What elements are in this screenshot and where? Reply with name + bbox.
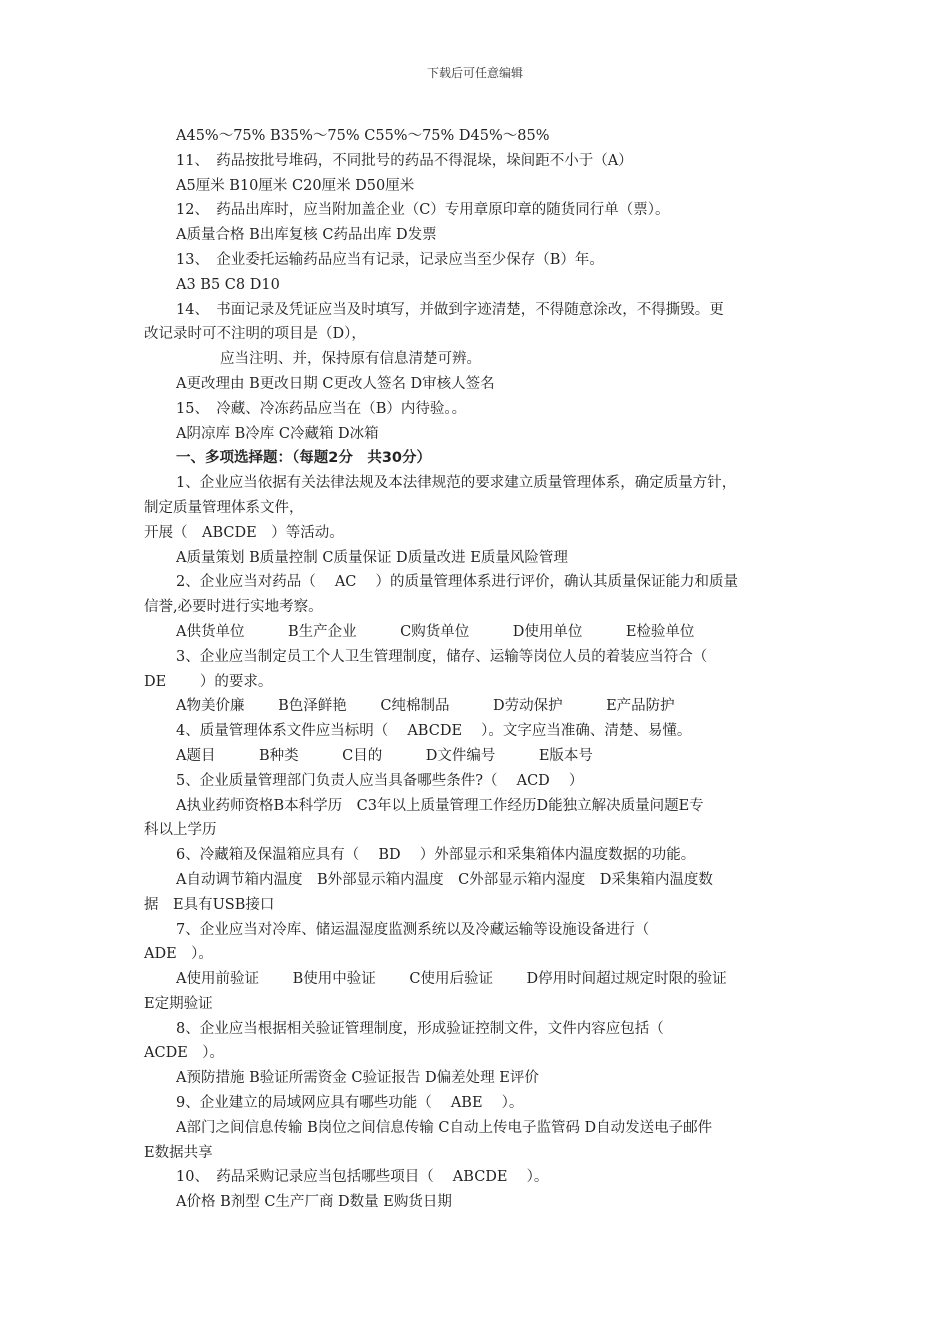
text-line: 8、企业应当根据相关验证管理制度，形成验证控制文件，文件内容应包括（	[176, 1020, 664, 1037]
text-line: A自动调节箱内温度 B外部显示箱内温度 C外部显示箱内湿度 D采集箱内温度数	[176, 871, 713, 888]
text-line: E数据共享	[144, 1144, 213, 1161]
text-line: ADE ）。	[144, 946, 213, 963]
text-line: 开展（ ABCDE ）等活动。	[144, 524, 344, 541]
text-line: 9、企业建立的局域网应具有哪些功能（ ABE ）。	[176, 1095, 524, 1112]
section-heading: 一、多项选择题：（每题2分 共30分）	[176, 450, 432, 467]
text-line: ACDE ）。	[144, 1045, 225, 1062]
text-line: 11、 药品按批号堆码，不同批号的药品不得混垛，垛间距不小于（A）	[176, 152, 633, 169]
text-line: 据 E具有USB接口	[144, 896, 275, 913]
text-line: A供货单位 B生产企业 C购货单位 D使用单位 E检验单位	[176, 623, 695, 640]
text-line: 5、企业质量管理部门负责人应当具备哪些条件?（ ACD ）	[176, 772, 584, 789]
text-line: A使用前验证 B使用中验证 C使用后验证 D停用时间超过规定时限的验证	[176, 971, 727, 988]
text-line: 12、 药品出库时，应当附加盖企业（C）专用章原印章的随货同行单（票）。	[176, 202, 670, 219]
text-line: 15、 冷藏、冷冻药品应当在（B）内待验。。	[176, 400, 467, 417]
text-line: 10、 药品采购记录应当包括哪些项目（ ABCDE ）。	[176, 1169, 549, 1186]
text-line: 1、企业应当依据有关法律法规及本法律规范的要求建立质量管理体系，确定质量方针，	[176, 475, 737, 492]
text-line: A题目 B种类 C目的 D文件编号 E版本号	[176, 747, 593, 764]
text-line: 改记录时可不注明的项目是（D），	[144, 326, 366, 343]
text-line: 7、企业应当对冷库、储运温湿度监测系统以及冷藏运输等设施设备进行（	[176, 921, 650, 938]
text-line: A执业药师资格B本科学历 C3年以上质量管理工作经历D能独立解决质量问题E专	[176, 797, 704, 814]
text-line: A物美价廉 B色泽鲜艳 C纯棉制品 D劳动保护 E产品防护	[176, 698, 675, 715]
text-line: A45%～75% B35%～75% C55%～75% D45%～85%	[176, 128, 550, 144]
text-line: E定期验证	[144, 995, 213, 1012]
text-line: 科以上学历	[144, 822, 217, 839]
text-line: 14、 书面记录及凭证应当及时填写，并做到字迹清楚，不得随意涂改，不得撕毁。更	[176, 301, 724, 318]
text-line: A价格 B剂型 C生产厂商 D数量 E购货日期	[176, 1194, 452, 1211]
text-line: A部门之间信息传输 B岗位之间信息传输 C自动上传电子监管码 D自动发送电子邮件	[176, 1119, 713, 1136]
text-line: 13、 企业委托运输药品应当有记录，记录应当至少保存（B）年。	[176, 251, 604, 268]
text-line: 应当注明、并，保持原有信息清楚可辨。	[220, 351, 481, 368]
text-line: 4、质量管理体系文件应当标明（ ABCDE ）。文字应当准确、清楚、易懂。	[176, 723, 692, 740]
text-line: A质量策划 B质量控制 C质量保证 D质量改进 E质量风险管理	[176, 549, 568, 566]
text-line: 3、企业应当制定员工个人卫生管理制度，储存、运输等岗位人员的着装应当符合（	[176, 648, 708, 665]
text-line: A更改理由 B更改日期 C更改人签名 D审核人签名	[176, 375, 495, 392]
text-line: 制定质量管理体系文件，	[144, 499, 304, 516]
text-line: A阴凉库 B冷库 C冷藏箱 D冰箱	[176, 425, 379, 442]
document-body	[144, 124, 824, 1215]
text-line: DE ）的要求。	[144, 673, 273, 690]
text-line: 信誉,必要时进行实地考察。	[144, 599, 323, 616]
text-line: A质量合格 B出库复核 C药品出库 D发票	[176, 227, 437, 244]
text-line: A预防措施 B验证所需资金 C验证报告 D偏差处理 E评价	[176, 1070, 539, 1087]
text-line: A3 B5 C8 D10	[176, 276, 280, 293]
page-header: 下载后可任意编辑	[426, 66, 523, 80]
text-line: A5厘米 B10厘米 C20厘米 D50厘米	[176, 177, 415, 194]
text-line: 6、冷藏箱及保温箱应具有（ BD ）外部显示和采集箱体内温度数据的功能。	[176, 847, 696, 864]
text-line: 2、企业应当对药品（ AC ）的质量管理体系进行评价，确认其质量保证能力和质量	[176, 574, 739, 591]
